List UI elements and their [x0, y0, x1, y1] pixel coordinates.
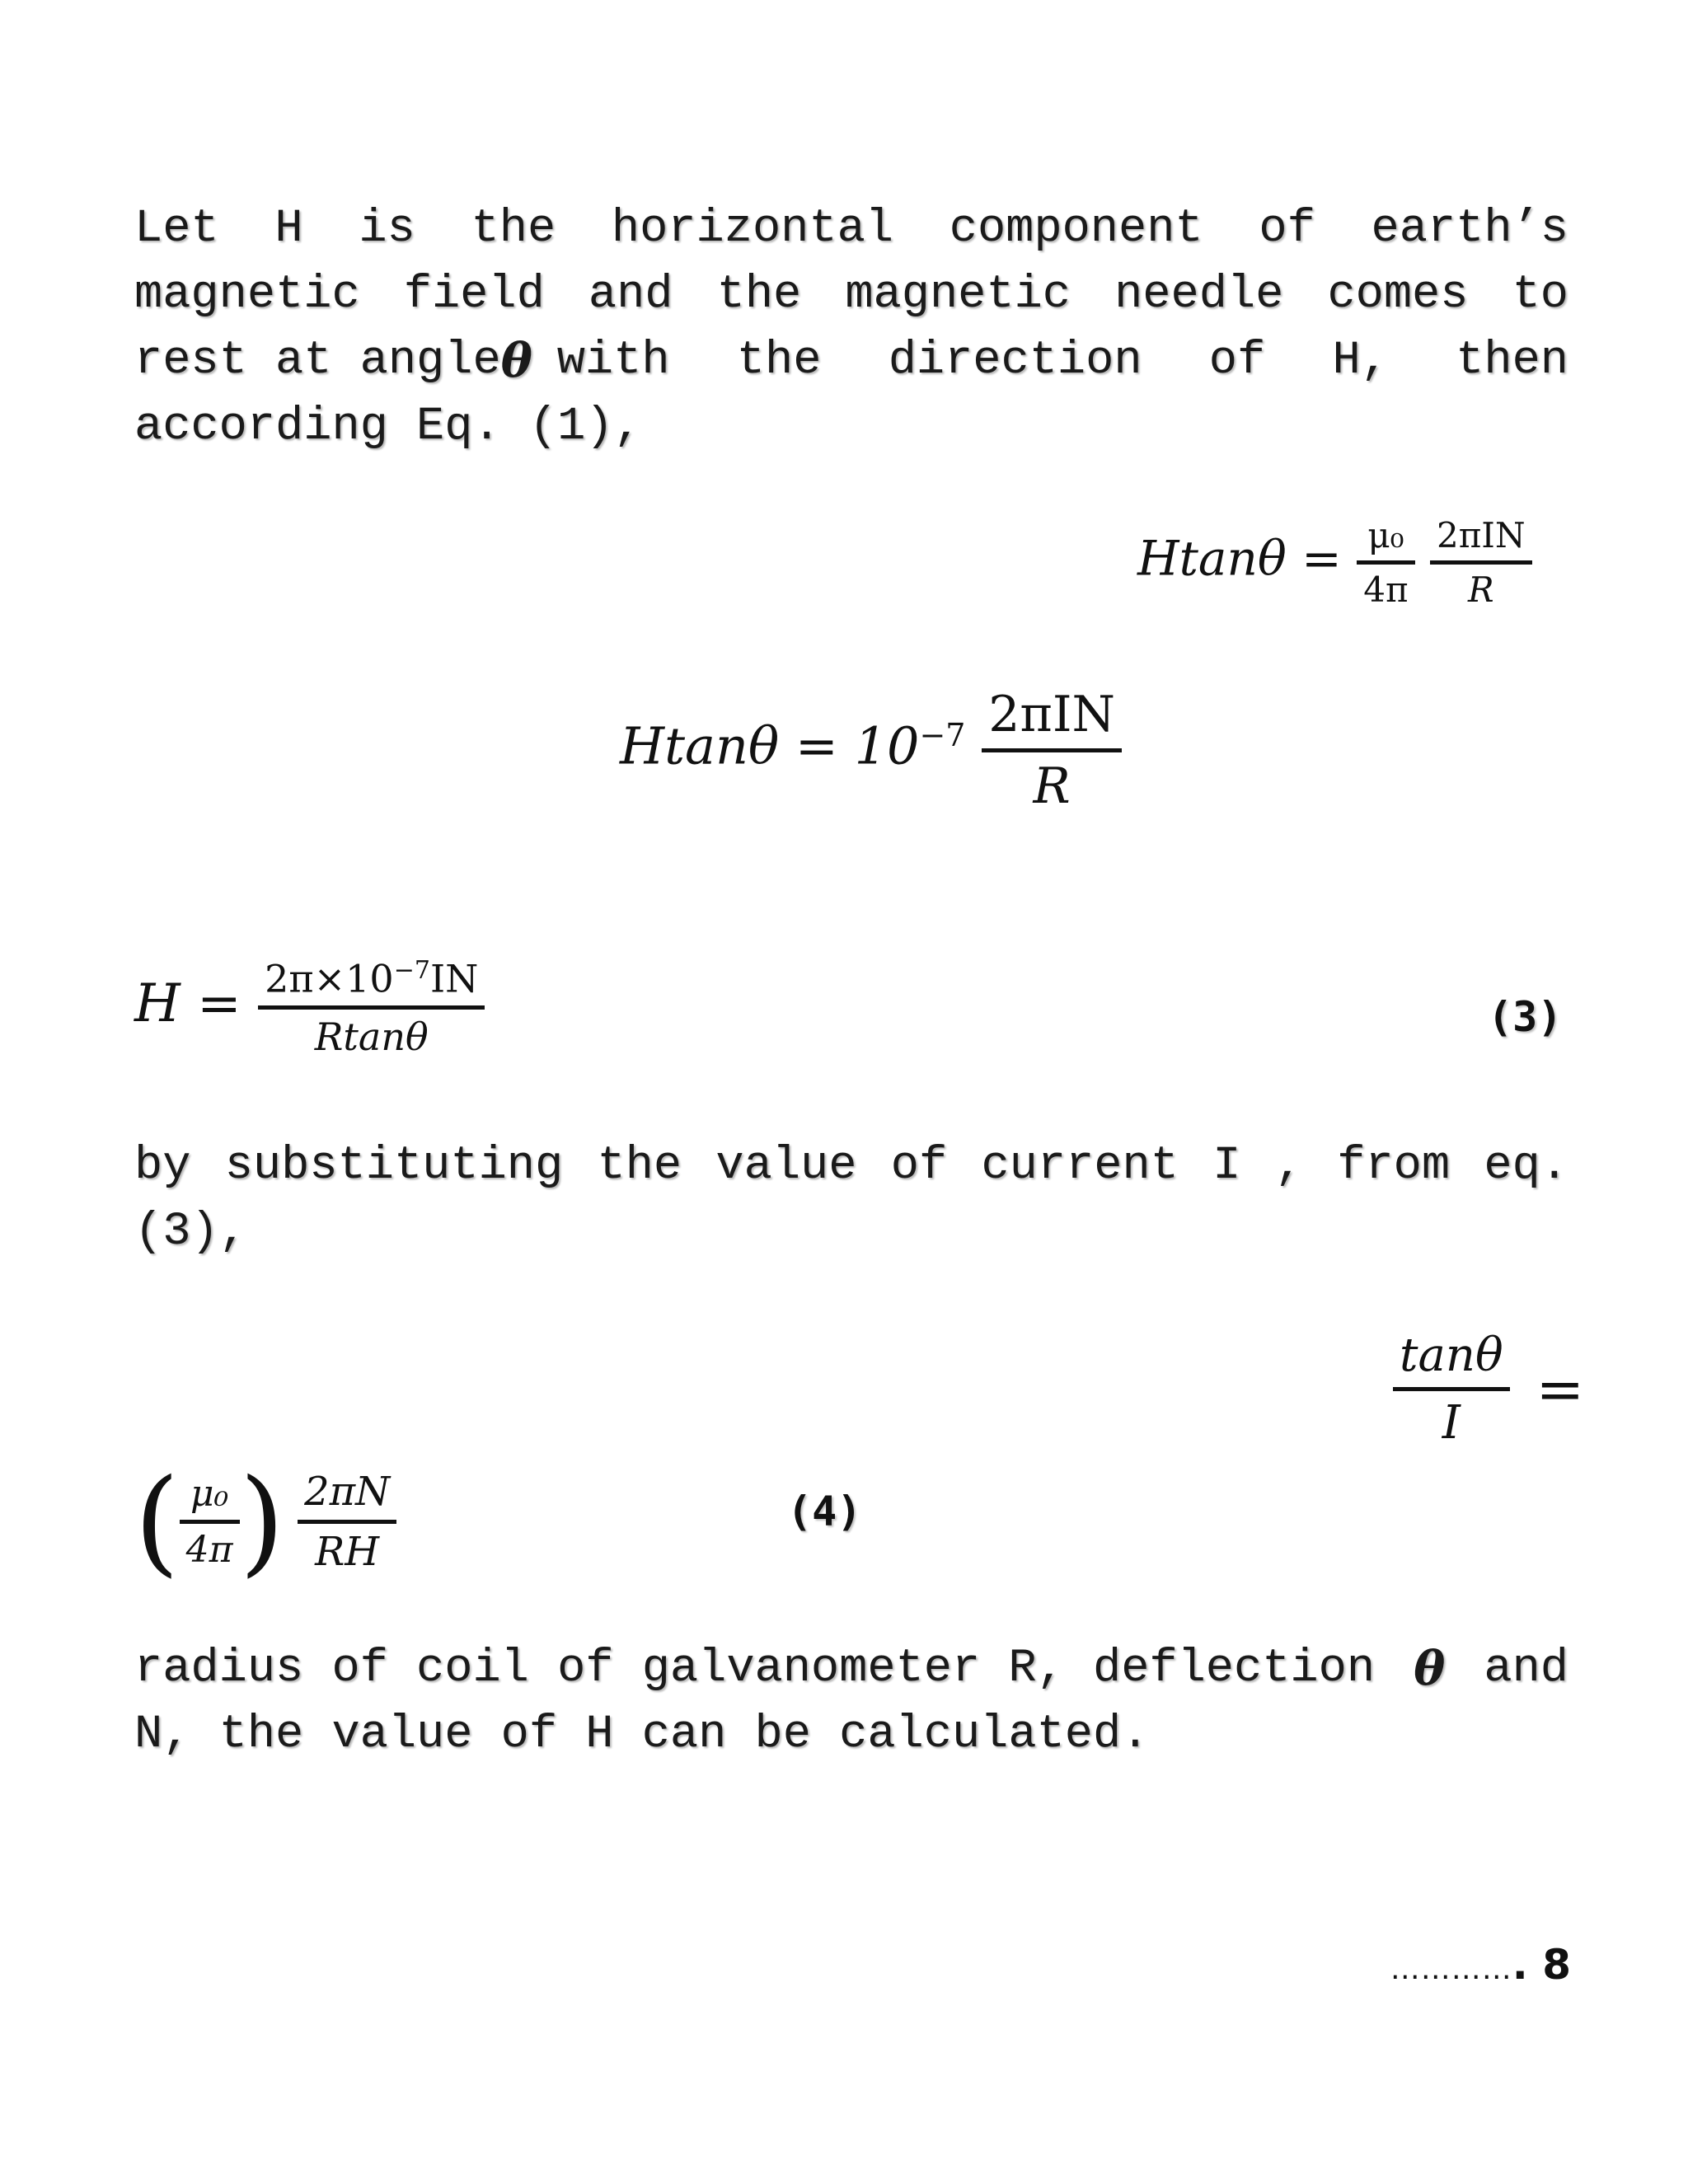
paragraph-conclusion — [134, 1636, 1568, 1768]
paragraph-text: and — [1484, 1643, 1568, 1695]
numerator-text: 2π×10 — [265, 956, 394, 1001]
fraction-denominator: Rtanθ — [314, 1015, 429, 1060]
paragraph-text: rest at angle — [134, 335, 501, 387]
fraction-denominator: 4π — [1363, 569, 1409, 610]
fraction-denominator: R — [1033, 757, 1071, 815]
equation-lhs: Htanθ = 10 — [620, 715, 920, 776]
fraction-numerator: 2πIN — [982, 686, 1122, 752]
equation-number-3: (3) — [1488, 993, 1563, 1041]
equation-1 — [1137, 515, 1532, 610]
paragraph-intro — [134, 196, 1568, 460]
page-number-dots: ………… — [1390, 1952, 1512, 1986]
fraction-numerator: μ₀ — [180, 1473, 240, 1524]
fraction-mu-over-4pi — [1357, 515, 1414, 610]
paragraph-line: N, the value of H can be calculated. — [134, 1708, 1150, 1761]
fraction-numerator: 2πN — [298, 1469, 396, 1524]
equation-number-4: (4) — [787, 1488, 862, 1535]
fraction-denominator: R — [1468, 569, 1494, 610]
paragraph-line — [134, 328, 1568, 394]
equation-lhs: H = — [134, 973, 241, 1035]
equation-2 — [620, 686, 1122, 815]
paragraph-line: (3), — [134, 1206, 247, 1258]
fraction-2pin-over-rh — [298, 1469, 396, 1575]
equation-lhs: Htanθ = — [1137, 530, 1342, 587]
fraction-tantheta-over-i — [1393, 1329, 1510, 1450]
equals-sign: = — [1536, 1355, 1585, 1423]
paragraph-text: radius of coil of galvanometer R, deflection — [134, 1643, 1376, 1695]
paragraph-line: by substituting the value of current I , from eq. — [134, 1140, 1568, 1193]
equation-4-lhs — [1393, 1329, 1584, 1450]
left-paren: ( — [134, 1455, 180, 1589]
page-number-value: . 8 — [1512, 1941, 1571, 1989]
exponent: −7 — [919, 716, 966, 753]
fraction-2piin-over-r — [1430, 515, 1532, 610]
fraction-denominator: 4π — [185, 1529, 233, 1571]
fraction-numerator: μ₀ — [1357, 515, 1414, 565]
theta-symbol: θ — [500, 333, 532, 388]
fraction-numerator: 2πIN — [1430, 515, 1532, 565]
paragraph-line: magnetic field and the magnetic needle comes to — [134, 269, 1568, 321]
fraction-numerator: tanθ — [1393, 1329, 1510, 1391]
page-number — [1390, 1941, 1571, 1989]
paragraph-line: Let H is the horizontal component of earth’s — [134, 203, 1568, 255]
equation-3 — [134, 956, 485, 1059]
numerator-text: IN — [429, 956, 479, 1001]
paragraph-line: according Eq. (1), — [134, 401, 642, 453]
paragraph-text: with the direction of H, then — [556, 335, 1568, 387]
paragraph-substitution — [134, 1133, 1568, 1265]
fraction-denominator: RH — [315, 1529, 380, 1575]
fraction-numerator — [258, 956, 485, 1010]
exponent: −7 — [393, 956, 430, 985]
paragraph-line — [134, 1636, 1568, 1702]
right-paren: ) — [239, 1455, 285, 1589]
fraction-mu-over-4pi — [180, 1473, 240, 1571]
fraction-denominator: I — [1442, 1396, 1461, 1450]
equation-4-rhs — [134, 1455, 396, 1589]
fraction-h — [258, 956, 485, 1059]
fraction-2piin-over-r — [982, 686, 1122, 815]
theta-symbol: θ — [1414, 1641, 1446, 1696]
